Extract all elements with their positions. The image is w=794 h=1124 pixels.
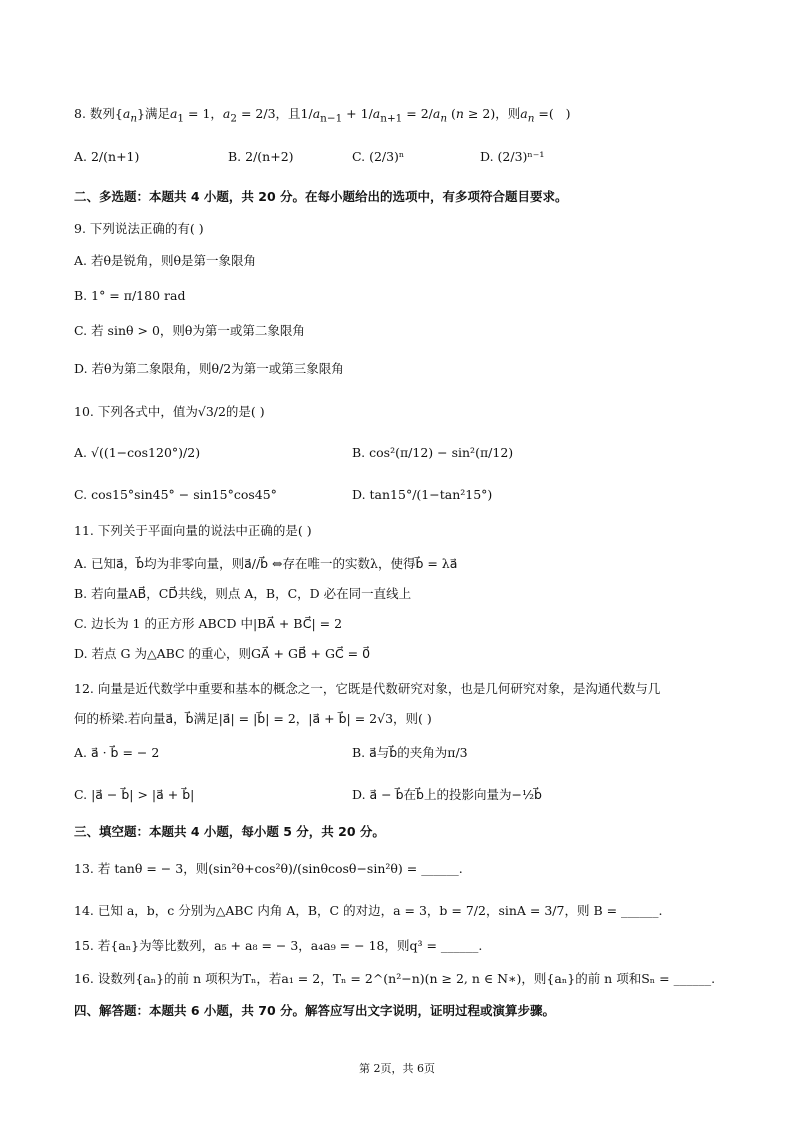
q9-option-c[interactable]: C. 若 sinθ > 0，则θ为第一或第二象限角: [74, 323, 305, 338]
q12-option-d[interactable]: D. a⃗ − b⃗在b⃗上的投影向量为−½b⃗: [352, 787, 542, 802]
q12-option-c[interactable]: C. |a⃗ − b⃗| > |a⃗ + b⃗|: [74, 787, 195, 802]
q9-option-b[interactable]: B. 1° = π/180 rad: [74, 288, 186, 303]
q14: 14. 已知 a，b，c 分别为△ABC 内角 A，B，C 的对边，a = 3，b = 7/2，sinA = 3/7，则 B = ______.: [74, 903, 663, 918]
q10-stem: 10. 下列各式中，值为√3/2的是( ): [74, 404, 265, 419]
q12-stem-line2: 何的桥梁.若向量a⃗，b⃗满足|a⃗| = |b⃗| = 2，|a⃗ + b⃗| = 2√3，则( ): [74, 711, 432, 726]
q11-stem: 11. 下列关于平面向量的说法中正确的是( ): [74, 523, 312, 538]
q12-option-a[interactable]: A. a⃗ · b⃗ = − 2: [74, 745, 160, 760]
q9-stem: 9. 下列说法正确的有( ): [74, 221, 204, 236]
q9-option-a[interactable]: A. 若θ是锐角，则θ是第一象限角: [74, 253, 257, 268]
page-footer: 第 2页，共 6页: [359, 1062, 435, 1075]
q16: 16. 设数列{aₙ}的前 n 项积为Tₙ，若a₁ = 2，Tₙ = 2^(n²−n)(n ≥ 2, n ∈ N∗)，则{aₙ}的前 n 项和Sₙ = ______.: [74, 971, 716, 986]
q12-stem-line1: 12. 向量是近代数学中重要和基本的概念之一，它既是代数研究对象，也是几何研究对象，是沟通代数与几: [74, 681, 661, 696]
q10-option-b[interactable]: B. cos²(π/12) − sin²(π/12): [352, 445, 514, 460]
q8-option-d[interactable]: D. (2/3)ⁿ⁻¹: [480, 149, 545, 164]
q10-option-c[interactable]: C. cos15°sin45° − sin15°cos45°: [74, 487, 277, 502]
section-3-heading: 三、填空题：本题共 4 小题，每小题 5 分，共 20 分。: [74, 824, 385, 839]
q8-option-c[interactable]: C. (2/3)ⁿ: [352, 149, 405, 164]
section-4-heading: 四、解答题：本题共 6 小题，共 70 分。解答应写出文字说明，证明过程或演算步骤。: [74, 1003, 556, 1018]
q15: 15. 若{aₙ}为等比数列，a₅ + a₈ = − 3，a₄a₉ = − 18，则q³ = ______.: [74, 938, 483, 953]
q11-option-b[interactable]: B. 若向量AB⃗，CD⃗共线，则点 A，B，C，D 必在同一直线上: [74, 586, 412, 601]
q10-option-d[interactable]: D. tan15°/(1−tan²15°): [352, 487, 493, 502]
q11-option-a[interactable]: A. 已知a⃗，b⃗均为非零向量，则a⃗//b⃗ ⇔存在唯一的实数λ，使得b⃗ = λa⃗: [74, 556, 458, 571]
q13: 13. 若 tanθ = − 3，则(sin²θ+cos²θ)/(sinθcosθ−sin²θ) = ______.: [74, 861, 463, 876]
q8-stem: 8. 数列$\{a_n\}$满足$a_1 = 1$，$a_2 = 2/3$，且$1/a_{n-1} + 1/a_{n+1} = 2/a_n$ (n ≥ 2)，则$a_n$ =( ): [74, 106, 571, 125]
q11-option-d[interactable]: D. 若点 G 为△ABC 的重心，则GA⃗ + GB⃗ + GC⃗ = 0⃗: [74, 646, 371, 661]
q9-option-d[interactable]: D. 若θ为第二象限角，则θ/2为第一或第三象限角: [74, 361, 344, 376]
q11-option-c[interactable]: C. 边长为 1 的正方形 ABCD 中|BA⃗ + BC⃗| = 2: [74, 616, 343, 631]
q8-option-b[interactable]: B. 2/(n+2): [228, 149, 294, 164]
q12-option-b[interactable]: B. a⃗与b⃗的夹角为π/3: [352, 745, 468, 760]
q8-option-a[interactable]: A. 2/(n+1): [74, 149, 140, 164]
q10-option-a[interactable]: A. √((1−cos120°)/2): [74, 445, 201, 460]
section-2-heading: 二、多选题：本题共 4 小题，共 20 分。在每小题给出的选项中，有多项符合题目要求。: [74, 189, 568, 204]
